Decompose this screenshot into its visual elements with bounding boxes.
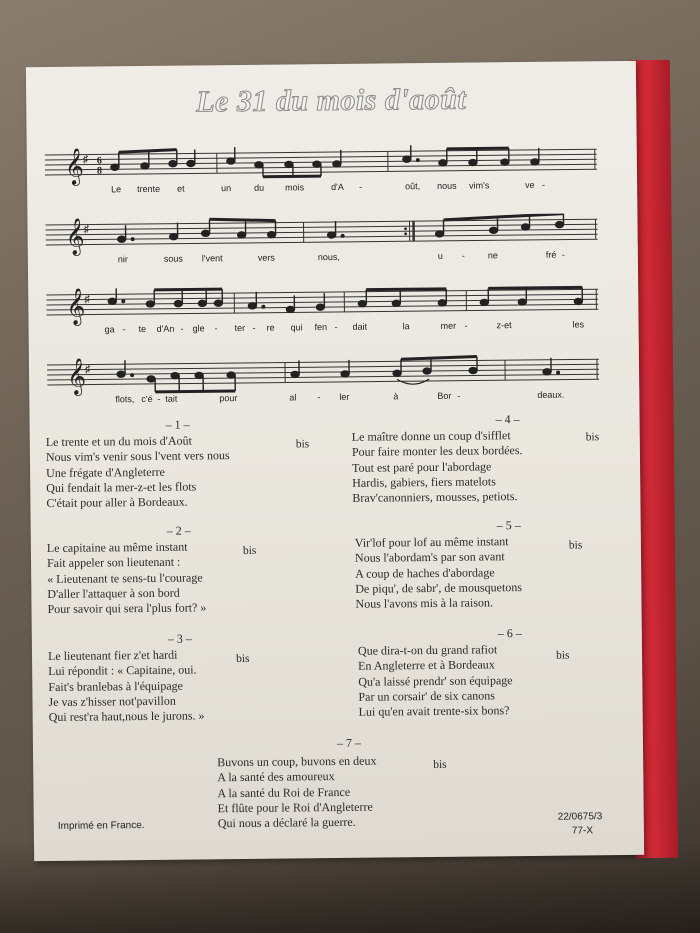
music-staff-1 <box>45 143 597 195</box>
verse-5-bis: bis <box>568 539 583 552</box>
staff-3-lyrics: ga - te d'An - gle - ter - re qui fen - dait la mer - z-et les <box>104 319 585 335</box>
verse-7-bis: bis <box>433 758 447 771</box>
verse-4-number: – 4 – <box>495 412 520 427</box>
verse-7-number: – 7 – <box>336 735 362 750</box>
verse-6-bis: bis <box>555 649 570 662</box>
catalog-code: 77-X <box>571 825 594 837</box>
svg-text:♯: ♯ <box>84 363 91 376</box>
svg-text:𝄞: 𝄞 <box>66 356 87 395</box>
svg-text:♯: ♯ <box>82 153 89 166</box>
svg-text:6: 6 <box>96 155 102 167</box>
music-staff-3 <box>46 283 598 335</box>
staff-4-lyrics: flots, c'é - tait pour al - ler à Bor - deaux. <box>115 389 565 405</box>
verse-4-bis: bis <box>585 431 600 444</box>
svg-text:8: 8 <box>96 165 103 177</box>
music-staff-4 <box>47 353 599 405</box>
songbook-page <box>26 61 644 861</box>
song-title: Le 31 du mois d'août <box>196 82 467 119</box>
svg-text:♯: ♯ <box>84 293 90 306</box>
svg-text:𝄞: 𝄞 <box>66 286 86 325</box>
verse-5-number: – 5 – <box>496 518 521 533</box>
verse-5: Vir'lof pour lof au même instant Nous l'abordam's par son avant A coup de haches d'abordage De piqu', de sabr', de mousquetons Nous l'avons mis à la raison. <box>354 534 523 611</box>
verse-2-bis: bis <box>242 544 257 557</box>
verse-7: Buvons un coup, buvons en deux A la santé des amoureux A la santé du Roi de France Et flûte pour le Roi d'Angleterre Qui nous a déclaré la guerre. <box>217 753 377 831</box>
staff-1-lyrics: Le trente et un du mois d'A - oût, nous vim's ve - <box>111 179 546 195</box>
verse-6-number: – 6 – <box>497 626 522 641</box>
catalog-number: 22/0675/3 <box>557 811 603 823</box>
verse-3: Le lieutenant fier z'et hardi Lui répondit : « Capitaine, oui. Fait's branlebas à l'équipage Je vas z'hisser not'pavillon Qui rest'ra haut,nous le jurons. » <box>47 647 205 725</box>
verse-3-number: – 3 – <box>167 631 192 646</box>
verse-6: Que dira-t-on du grand rafiot En Angleterre et à Bordeaux Qu'a laissé prendr' son équipage Par un corsair' de six canons Lui qu'en avait trente-six bons? <box>357 642 513 719</box>
verse-4: Le maître donne un coup d'sifflet Pour faire monter les deux bordées. Tout est paré pour l'abordage Hardis, gabiers, fiers matelots Brav'canonniers, mousses, petiots. <box>351 428 523 506</box>
staff-2-lyrics: nir sous l'vent vers nous, u - ne fré - <box>117 249 565 265</box>
printer-note: Imprimé en France. <box>57 820 145 832</box>
verse-2: Le capitaine au même instant Fait appeler son lieutenant : « Lieutenant te sens-tu l'courage D'aller l'attaquer à son bord Pour savoir qui sera l'plus fort? » <box>46 539 207 617</box>
verse-1-bis: bis <box>295 438 310 451</box>
svg-text:𝄞: 𝄞 <box>65 216 85 255</box>
verse-3-bis: bis <box>236 652 250 666</box>
svg-text:♯: ♯ <box>83 223 90 236</box>
verse-1-number: – 1 – <box>165 417 190 432</box>
music-staff-2 <box>45 213 597 265</box>
verse-1: Le trente et un du mois d'Août Nous vim's venir sous l'vent vers nous Une frégate d'Angleterre Qui fendait la mer-z-et les flots C'était pour aller à Bordeaux. <box>45 433 230 511</box>
verse-2-number: – 2 – <box>166 523 191 538</box>
svg-text:𝄞: 𝄞 <box>64 146 85 185</box>
